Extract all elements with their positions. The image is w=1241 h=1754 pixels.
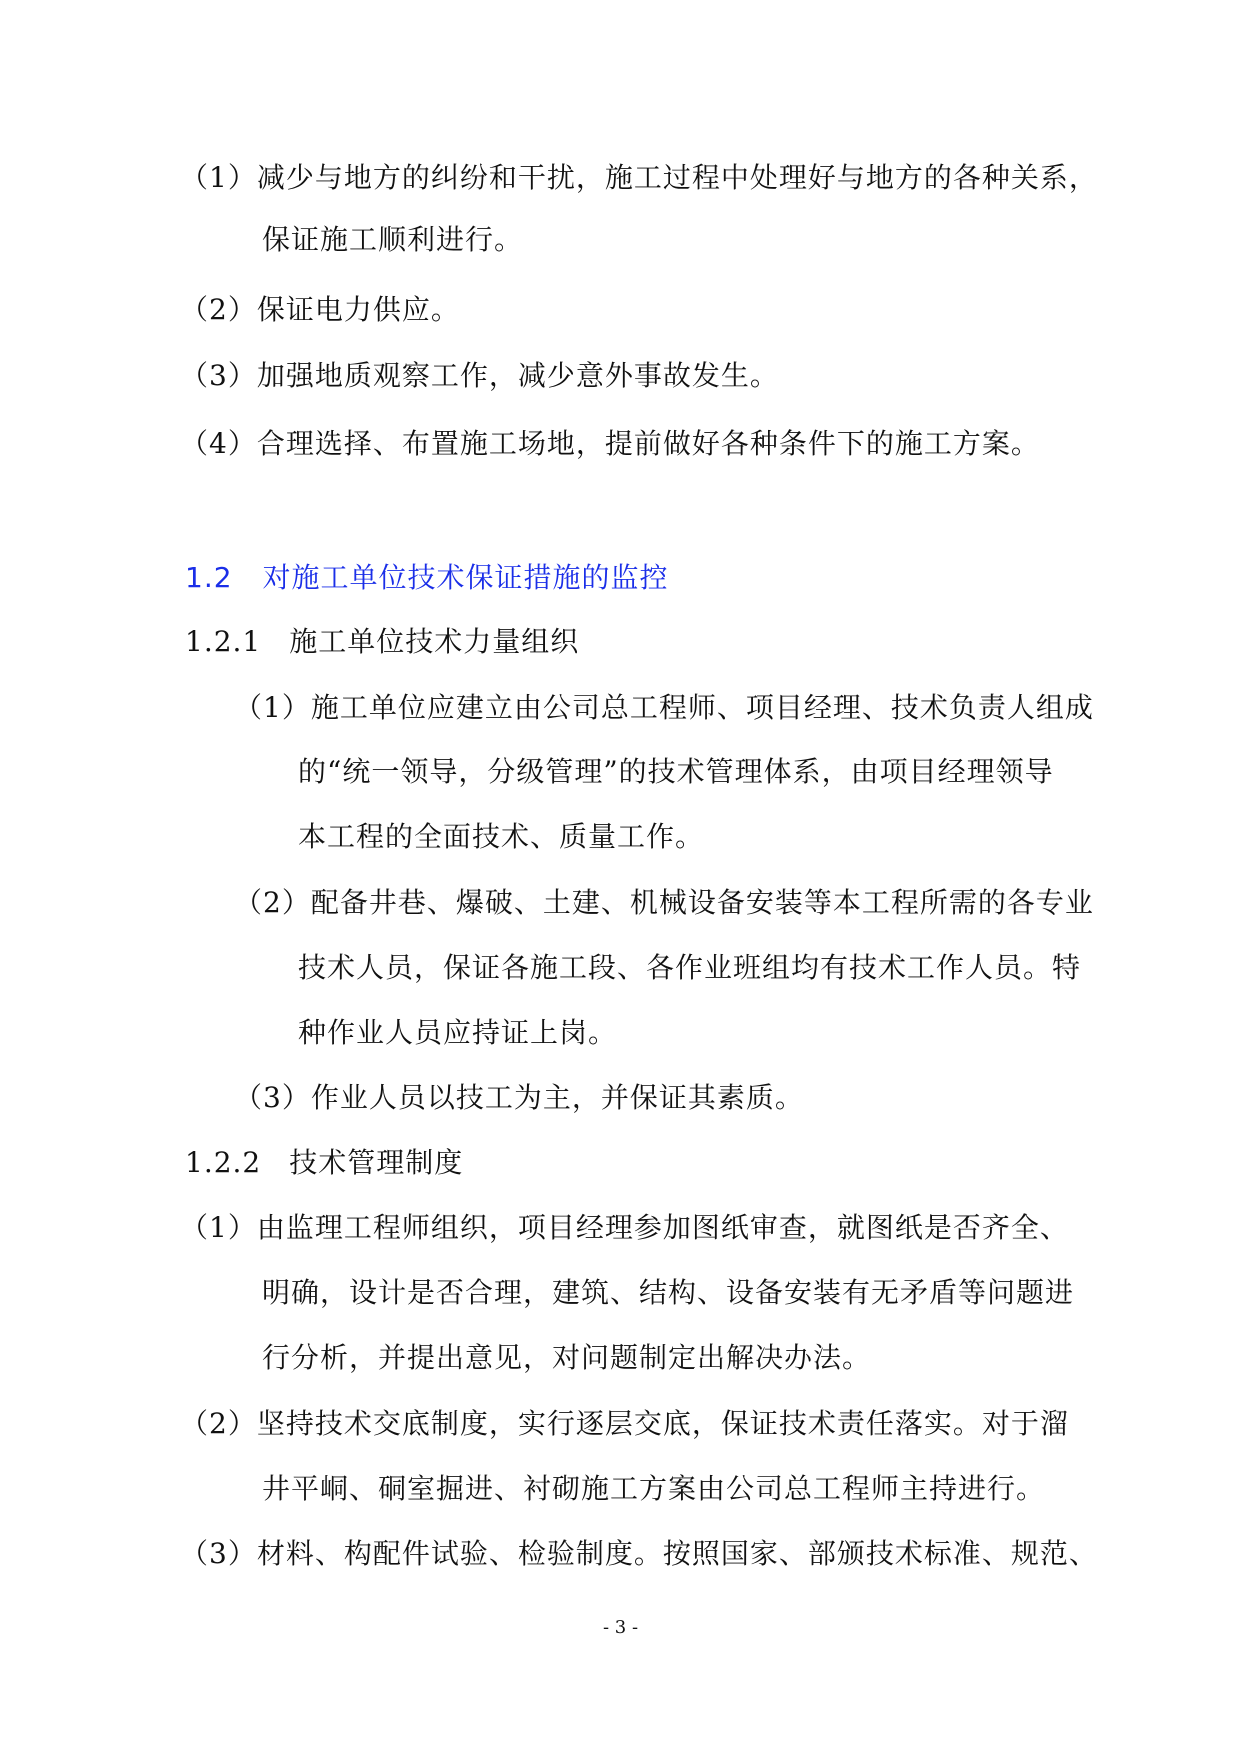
intro-item-1-line-1: （1）减少与地方的纠纷和干扰，施工过程中处理好与地方的各种关系， bbox=[180, 161, 1098, 194]
s122-item-2-line-1: （2）坚持技术交底制度，实行逐层交底，保证技术责任落实。对于溜 bbox=[180, 1407, 1069, 1440]
intro-item-1-line-2: 保证施工顺利进行。 bbox=[262, 223, 524, 256]
s121-item-3: （3）作业人员以技工为主，并保证其素质。 bbox=[234, 1081, 804, 1114]
intro-item-2: （2）保证电力供应。 bbox=[180, 293, 460, 326]
s122-item-1-line-1: （1）由监理工程师组织，项目经理参加图纸审查，就图纸是否齐全、 bbox=[180, 1211, 1069, 1244]
intro-item-4: （4）合理选择、布置施工场地，提前做好各种条件下的施工方案。 bbox=[180, 427, 1040, 460]
s122-item-2-line-2: 井平峒、硐室掘进、衬砌施工方案由公司总工程师主持进行。 bbox=[262, 1472, 1046, 1505]
section-number: 1.2.2 bbox=[185, 1146, 262, 1179]
s121-item-2-line-2: 技术人员，保证各施工段、各作业班组均有技术工作人员。特 bbox=[298, 951, 1082, 984]
section-title: 对施工单位技术保证措施的监控 bbox=[262, 561, 669, 594]
page-number: - 3 - bbox=[602, 1617, 639, 1638]
s121-item-1-line-1: （1）施工单位应建立由公司总工程师、项目经理、技术负责人组成 bbox=[234, 691, 1094, 724]
intro-item-3: （3）加强地质观察工作，减少意外事故发生。 bbox=[180, 359, 779, 392]
s121-item-2-line-1: （2）配备井巷、爆破、土建、机械设备安装等本工程所需的各专业 bbox=[234, 886, 1094, 919]
section-heading-1-2 bbox=[185, 558, 669, 598]
s122-item-1-line-3: 行分析，并提出意见，对问题制定出解决办法。 bbox=[262, 1341, 872, 1374]
section-title: 施工单位技术力量组织 bbox=[289, 625, 580, 658]
section-number: 1.2.1 bbox=[185, 625, 262, 658]
s121-item-1-line-2: 的“统一领导，分级管理”的技术管理体系，由项目经理领导 bbox=[298, 755, 1054, 788]
s121-item-1-line-3: 本工程的全面技术、质量工作。 bbox=[298, 820, 705, 853]
s122-item-3-line-1: （3）材料、构配件试验、检验制度。按照国家、部颁技术标准、规范、 bbox=[180, 1537, 1098, 1570]
section-title: 技术管理制度 bbox=[289, 1146, 464, 1179]
s121-item-2-line-3: 种作业人员应持证上岗。 bbox=[298, 1016, 618, 1049]
s122-item-1-line-2: 明确，设计是否合理，建筑、结构、设备安装有无矛盾等问题进 bbox=[262, 1276, 1075, 1309]
section-heading-1-2-2 bbox=[185, 1143, 463, 1183]
section-heading-1-2-1 bbox=[185, 622, 579, 662]
section-number: 1.2 bbox=[185, 561, 233, 594]
